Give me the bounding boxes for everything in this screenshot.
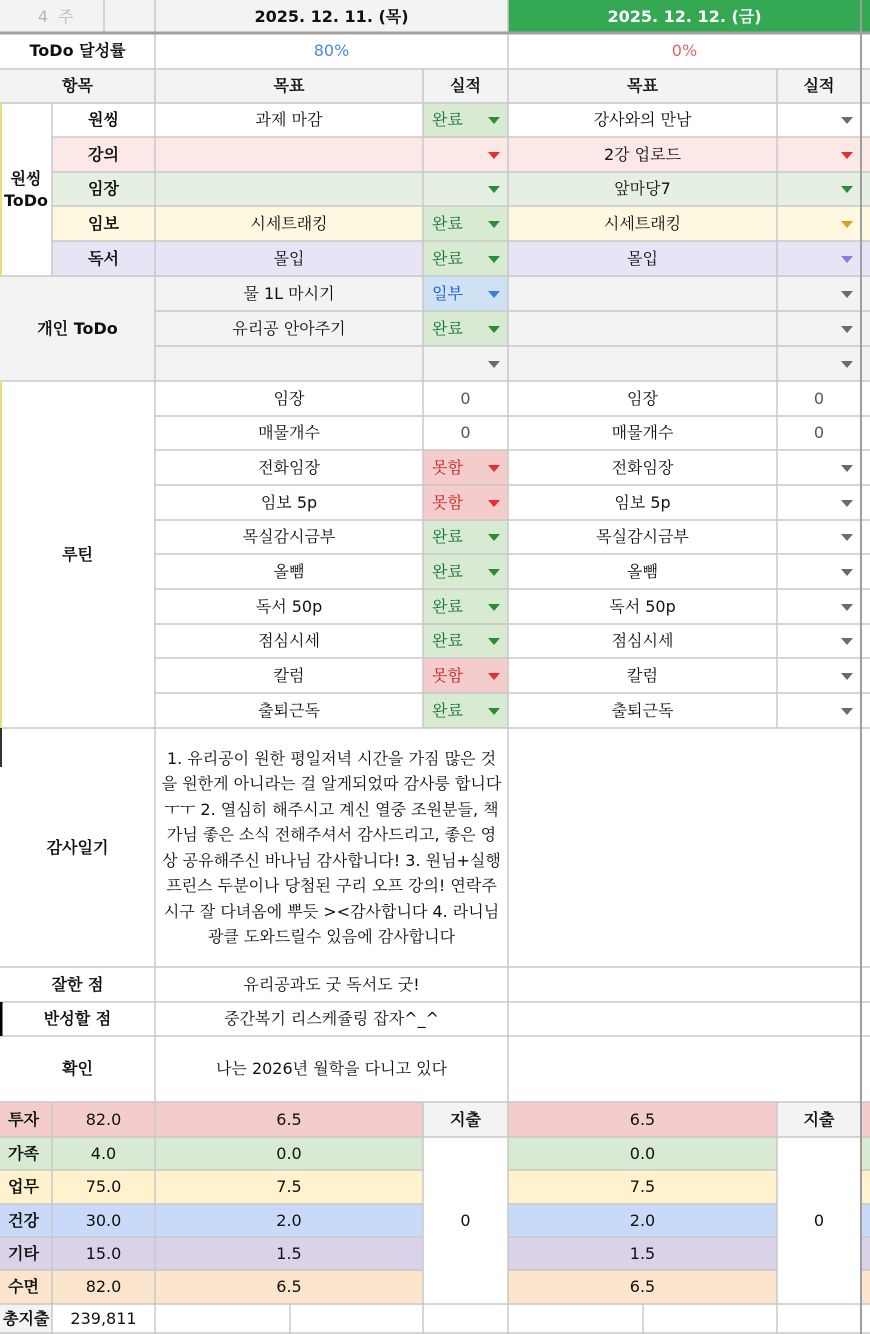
column-result-day2: 실적 [777, 69, 861, 103]
day1-time-value[interactable]: 2.0 [155, 1204, 423, 1237]
dropdown-arrow-icon[interactable] [488, 256, 500, 263]
dropdown-arrow-icon[interactable] [488, 291, 500, 298]
dropdown-arrow-icon[interactable] [841, 117, 853, 124]
day2-goal[interactable] [508, 346, 777, 381]
wonssing-group-line1: 원씽 [10, 168, 42, 188]
time-category-label: 기타 [0, 1237, 52, 1270]
day2-gratitude-text[interactable] [508, 728, 861, 967]
day1-date-header: 2025. 12. 11. (목) [155, 0, 508, 33]
day2-goal[interactable] [508, 276, 777, 311]
row-edge [861, 311, 870, 346]
day2-routine-goal[interactable]: 목실감시금부 [596, 527, 689, 546]
dropdown-arrow-icon[interactable] [488, 465, 500, 472]
dropdown-arrow-icon[interactable] [841, 221, 853, 228]
day1-gratitude-text[interactable]: 1. 유리공이 원한 평일저녁 시간을 가짐 많은 것을 원한게 아니라는 걸 알게되었따 감사룽 합니다 ㅜㅜ 2. 열심히 해주시고 계신 열중 조원분들, 책가님 좋은 소식 전해주셔서 감사드리고, 좋은 영상 공유해주신 바나님 감사합니다! 3. 원님+실행프린스 두분이나 당첨된 구리 오프 강의! 연락주시구 잘 다녀옴에 뿌듯 ><감사합니다 4. 라니님 광클 도와드릴수 있음에 감사합니다 [161, 748, 502, 946]
day2-goal[interactable]: 2강 업로드 [508, 137, 777, 172]
day2-time-value[interactable]: 6.5 [508, 1102, 777, 1137]
dropdown-arrow-icon[interactable] [841, 673, 853, 680]
wonssing-row-label: 임보 [52, 206, 155, 241]
day1-routine-goal[interactable]: 임장 [273, 388, 305, 408]
row-edge [861, 1137, 870, 1170]
day1-expense-value[interactable]: 0 [460, 1210, 471, 1230]
dropdown-arrow-icon[interactable] [841, 291, 853, 298]
day1-routine-goal[interactable]: 점심시세 [258, 631, 320, 650]
dropdown-arrow-icon[interactable] [841, 465, 853, 472]
result-value[interactable]: 0 [777, 416, 861, 450]
day1-time-value[interactable]: 7.5 [155, 1170, 423, 1204]
day2-time-value[interactable]: 2.0 [508, 1204, 777, 1237]
day2-goal[interactable]: 앞마당7 [508, 172, 777, 206]
column-item: 항목 [0, 69, 155, 103]
dropdown-arrow-icon[interactable] [841, 361, 853, 368]
day1-time-value[interactable]: 6.5 [155, 1102, 423, 1137]
wonssing-row-label: 강의 [52, 137, 155, 172]
week-label: 주 [52, 0, 104, 33]
dropdown-arrow-icon[interactable] [841, 256, 853, 263]
dropdown-arrow-icon[interactable] [841, 638, 853, 645]
time-category-total: 75.0 [52, 1170, 155, 1204]
day1-reflection[interactable]: 중간복기 리스케쥴링 잡자^_^ [223, 1009, 439, 1028]
day2-routine-goal[interactable]: 임보 5p [614, 492, 671, 512]
day2-date-header: 2025. 12. 12. (금) [508, 0, 861, 33]
row-edge [861, 1204, 870, 1237]
day2-time-value[interactable]: 7.5 [508, 1170, 777, 1204]
day2-expense-label: 지출 [777, 1102, 861, 1137]
result-dropdown[interactable]: 완료 [423, 311, 508, 346]
day1-goal[interactable]: 유리공 안아주기 [155, 311, 423, 346]
row-edge [861, 1170, 870, 1204]
dropdown-arrow-icon[interactable] [488, 569, 500, 576]
day2-routine-goal[interactable]: 출퇴근독 [611, 700, 674, 720]
result-value[interactable]: 0 [423, 416, 508, 450]
day1-goal[interactable]: 몰입 [155, 241, 423, 276]
dropdown-arrow-icon[interactable] [841, 534, 853, 541]
dropdown-arrow-icon[interactable] [488, 604, 500, 611]
time-category-total: 15.0 [52, 1237, 155, 1270]
day2-goal[interactable]: 강사와의 만남 [508, 103, 777, 137]
dropdown-arrow-icon[interactable] [488, 500, 500, 507]
row-edge [861, 137, 870, 172]
result-dropdown[interactable]: 완료 [423, 206, 508, 241]
day1-routine-goal[interactable]: 전화임장 [258, 457, 320, 477]
day1-time-value[interactable]: 6.5 [155, 1270, 423, 1304]
dropdown-arrow-icon[interactable] [488, 186, 500, 193]
day2-time-value[interactable]: 1.5 [508, 1237, 777, 1270]
time-category-label: 투자 [0, 1102, 52, 1137]
dropdown-arrow-icon[interactable] [488, 708, 500, 715]
day2-routine-goal[interactable]: 임장 [627, 388, 658, 408]
wonssing-row-label: 임장 [52, 172, 155, 206]
row-edge [861, 241, 870, 276]
result-dropdown[interactable]: 완료 [423, 520, 508, 554]
day1-goal[interactable]: 시세트래킹 [155, 206, 423, 241]
day1-routine-goal[interactable]: 올뺌 [273, 561, 305, 581]
day2-goal[interactable]: 시세트래킹 [508, 206, 777, 241]
day2-routine-goal[interactable]: 전화임장 [611, 457, 674, 477]
personal-todo-label: 개인 ToDo [0, 276, 155, 381]
day1-confirm[interactable]: 나는 2026년 월학을 다니고 있다 [215, 1059, 448, 1078]
row-edge [861, 206, 870, 241]
day1-routine-goal[interactable]: 목실감시금부 [242, 527, 336, 546]
day2-goal[interactable]: 몰입 [508, 241, 777, 276]
day1-routine-goal[interactable]: 칼럼 [273, 665, 305, 685]
day1-goal[interactable] [155, 346, 423, 381]
day2-reflection[interactable] [508, 1002, 861, 1036]
header-blank [104, 0, 155, 33]
row-edge [861, 1270, 870, 1304]
day1-goal[interactable]: 과제 마감 [155, 103, 423, 137]
column-goal-day1: 목표 [155, 69, 423, 103]
result-dropdown[interactable]: 일부 [423, 276, 508, 311]
confirm-label: 확인 [62, 1059, 93, 1078]
dropdown-arrow-icon[interactable] [488, 534, 500, 541]
row-edge [861, 103, 870, 137]
time-category-total: 82.0 [52, 1102, 155, 1137]
result-dropdown[interactable]: 못함 [423, 658, 508, 693]
time-category-label: 건강 [0, 1204, 52, 1237]
dropdown-arrow-icon[interactable] [841, 604, 853, 611]
day1-routine-goal[interactable]: 매물개수 [258, 423, 320, 442]
dropdown-arrow-icon[interactable] [841, 569, 853, 576]
dropdown-arrow-icon[interactable] [841, 500, 853, 507]
day2-routine-goal[interactable]: 점심시세 [611, 631, 674, 650]
result-dropdown[interactable]: 완료 [423, 624, 508, 658]
day1-routine-goal[interactable]: 출퇴근독 [258, 700, 320, 720]
dropdown-arrow-icon[interactable] [841, 326, 853, 333]
wonssing-row-label: 원씽 [52, 103, 155, 137]
time-category-total: 4.0 [52, 1137, 155, 1170]
result-dropdown[interactable]: 완료 [423, 103, 508, 137]
row-edge [861, 172, 870, 206]
day1-goal[interactable] [155, 137, 423, 172]
time-category-label: 업무 [0, 1170, 52, 1204]
dropdown-arrow-icon[interactable] [488, 117, 500, 124]
dropdown-arrow-icon[interactable] [488, 152, 500, 159]
day2-routine-goal[interactable]: 독서 50p [609, 596, 676, 616]
time-category-total: 82.0 [52, 1270, 155, 1304]
day1-routine-goal[interactable]: 독서 50p [255, 596, 323, 616]
result-dropdown[interactable]: 완료 [423, 693, 508, 728]
day1-time-value[interactable]: 1.5 [155, 1237, 423, 1270]
result-dropdown[interactable]: 완료 [423, 241, 508, 276]
result-dropdown[interactable]: 완료 [423, 554, 508, 589]
row-edge [861, 276, 870, 311]
day2-routine-goal[interactable]: 올뺌 [627, 561, 658, 581]
day1-achievement: 80% [313, 41, 350, 60]
day2-routine-goal[interactable]: 매물개수 [611, 423, 674, 442]
day1-time-value[interactable]: 0.0 [155, 1137, 423, 1170]
row-edge [861, 1237, 870, 1270]
day2-routine-goal[interactable]: 칼럼 [627, 665, 658, 685]
dropdown-arrow-icon[interactable] [488, 221, 500, 228]
dropdown-arrow-icon[interactable] [841, 708, 853, 715]
column-result-day1: 실적 [423, 69, 508, 103]
result-dropdown[interactable]: 완료 [423, 589, 508, 624]
result-dropdown[interactable]: 못함 [423, 485, 508, 520]
header-edge [861, 0, 870, 33]
day2-expense-value[interactable]: 0 [813, 1210, 825, 1230]
day2-achievement: 0% [671, 41, 698, 60]
day1-goal[interactable]: 물 1L 마시기 [155, 276, 423, 311]
week-number: 4 [0, 0, 52, 33]
wonssing-row-label: 독서 [52, 241, 155, 276]
day2-good-points[interactable] [508, 967, 861, 1002]
row-edge [861, 346, 870, 381]
time-category-label: 수면 [0, 1270, 52, 1304]
day2-goal[interactable] [508, 311, 777, 346]
dropdown-arrow-icon[interactable] [488, 361, 500, 368]
day2-time-value[interactable]: 0.0 [508, 1137, 777, 1170]
dropdown-arrow-icon[interactable] [488, 326, 500, 333]
result-value[interactable]: 0 [777, 381, 861, 416]
reflection-label: 반성할 점 [43, 1009, 112, 1028]
day1-good-points[interactable]: 유리공과도 굿 독서도 굿! [243, 974, 420, 994]
dropdown-arrow-icon[interactable] [841, 186, 853, 193]
day2-time-value[interactable]: 6.5 [508, 1270, 777, 1304]
total-expense-value: 239,811 [70, 1309, 137, 1328]
day1-goal[interactable] [155, 172, 423, 206]
result-value[interactable]: 0 [423, 381, 508, 416]
good-points-label: 잘한 점 [51, 974, 104, 994]
day1-routine-goal[interactable]: 임보 5p [260, 492, 318, 512]
achievement-label: ToDo 달성률 [29, 41, 126, 60]
column-goal-day2: 목표 [508, 69, 777, 103]
day1-expense-label: 지출 [423, 1102, 508, 1137]
gratitude-label: 감사일기 [46, 837, 109, 857]
time-category-total: 30.0 [52, 1204, 155, 1237]
row-edge [861, 1102, 870, 1137]
wonssing-group-label [0, 103, 52, 276]
time-category-label: 가족 [0, 1137, 52, 1170]
dropdown-arrow-icon[interactable] [488, 673, 500, 680]
result-dropdown[interactable]: 못함 [423, 450, 508, 485]
wonssing-group-line2: ToDo [3, 190, 49, 210]
dropdown-arrow-icon[interactable] [488, 638, 500, 645]
routine-label: 루틴 [62, 544, 93, 564]
total-expense-label: 총지출 [0, 1304, 52, 1334]
column-edge [861, 69, 870, 103]
day2-confirm[interactable] [508, 1036, 861, 1102]
dropdown-arrow-icon[interactable] [841, 152, 853, 159]
